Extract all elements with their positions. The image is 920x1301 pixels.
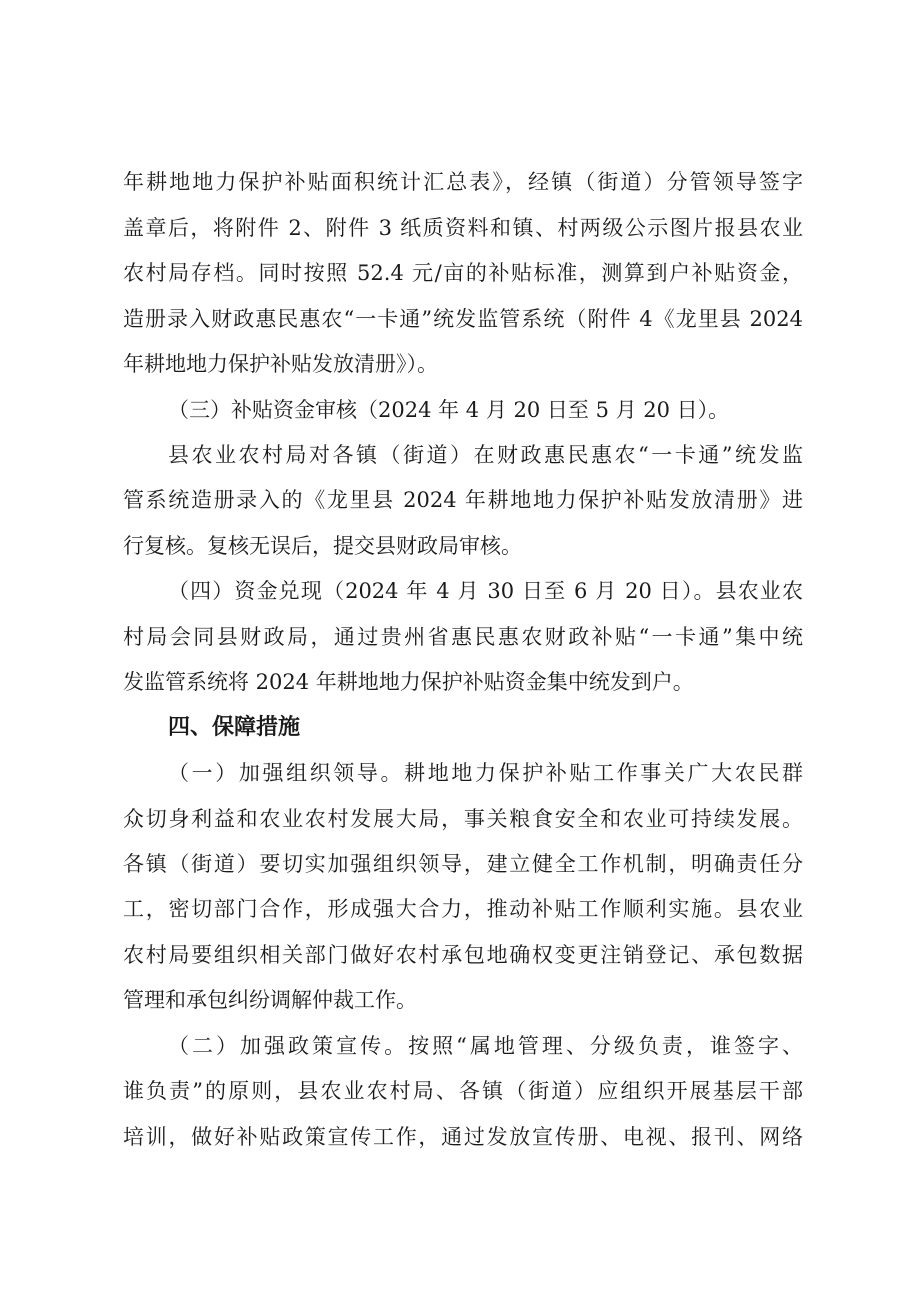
body-line: 培训，做好补贴政策宣传工作，通过发放宣传册、电视、报刊、网络 [123, 1125, 803, 1149]
body-line: 年耕地地力保护补贴发放清册》）。 [123, 352, 438, 376]
body-line: 发监管系统将 2024 年耕地地力保护补贴资金集中统发到户。 [123, 670, 694, 694]
body-line: 各镇（街道）要切实加强组织领导，建立健全工作机制，明确责任分 [123, 852, 803, 876]
body-line: 管系统造册录入的《龙里县 2024 年耕地地力保护补贴发放清册》进 [123, 488, 803, 512]
body-line: 工，密切部门合作，形成强大合力，推动补贴工作顺利实施。县农业 [123, 897, 803, 921]
subsection-heading: （四）资金兑现（2024 年 4 月 30 日至 6 月 20 日）。县农业农 [168, 579, 803, 603]
subsection-heading: （一）加强组织领导。耕地地力保护补贴工作事关广大农民群 [168, 761, 803, 785]
body-line: 农村局存档。同时按照 52.4 元/亩的补贴标准，测算到户补贴资金， [123, 261, 803, 285]
subsection-heading: （二）加强政策宣传。按照“属地管理、分级负责，谁签字、 [168, 1034, 803, 1058]
section-heading: 四、保障措施 [168, 715, 301, 740]
body-line: 造册录入财政惠民惠农“一卡通”统发监管系统（附件 4《龙里县 2024 [123, 307, 803, 331]
body-line: 村局会同县财政局，通过贵州省惠民惠农财政补贴“一卡通”集中统 [123, 625, 803, 649]
body-line: 县农业农村局对各镇（街道）在财政惠民惠农“一卡通”统发监 [168, 443, 803, 467]
body-line: 农村局要组织相关部门做好农村承包地确权变更注销登记、承包数据 [123, 943, 803, 967]
body-line: 行复核。复核无误后，提交县财政局审核。 [123, 534, 522, 558]
body-line: 管理和承包纠纷调解仲裁工作。 [123, 988, 417, 1012]
body-line: 年耕地地力保护补贴面积统计汇总表》，经镇（街道）分管领导签字 [123, 170, 803, 194]
body-line: 众切身利益和农业农村发展大局，事关粮食安全和农业可持续发展。 [123, 807, 803, 831]
body-line: 谁负责”的原则，县农业农村局、各镇（街道）应组织开展基层干部 [123, 1079, 803, 1103]
subsection-heading: （三）补贴资金审核（2024 年 4 月 20 日至 5 月 20 日）。 [168, 398, 730, 422]
body-line: 盖章后，将附件 2、附件 3 纸质资料和镇、村两级公示图片报县农业 [123, 216, 803, 240]
